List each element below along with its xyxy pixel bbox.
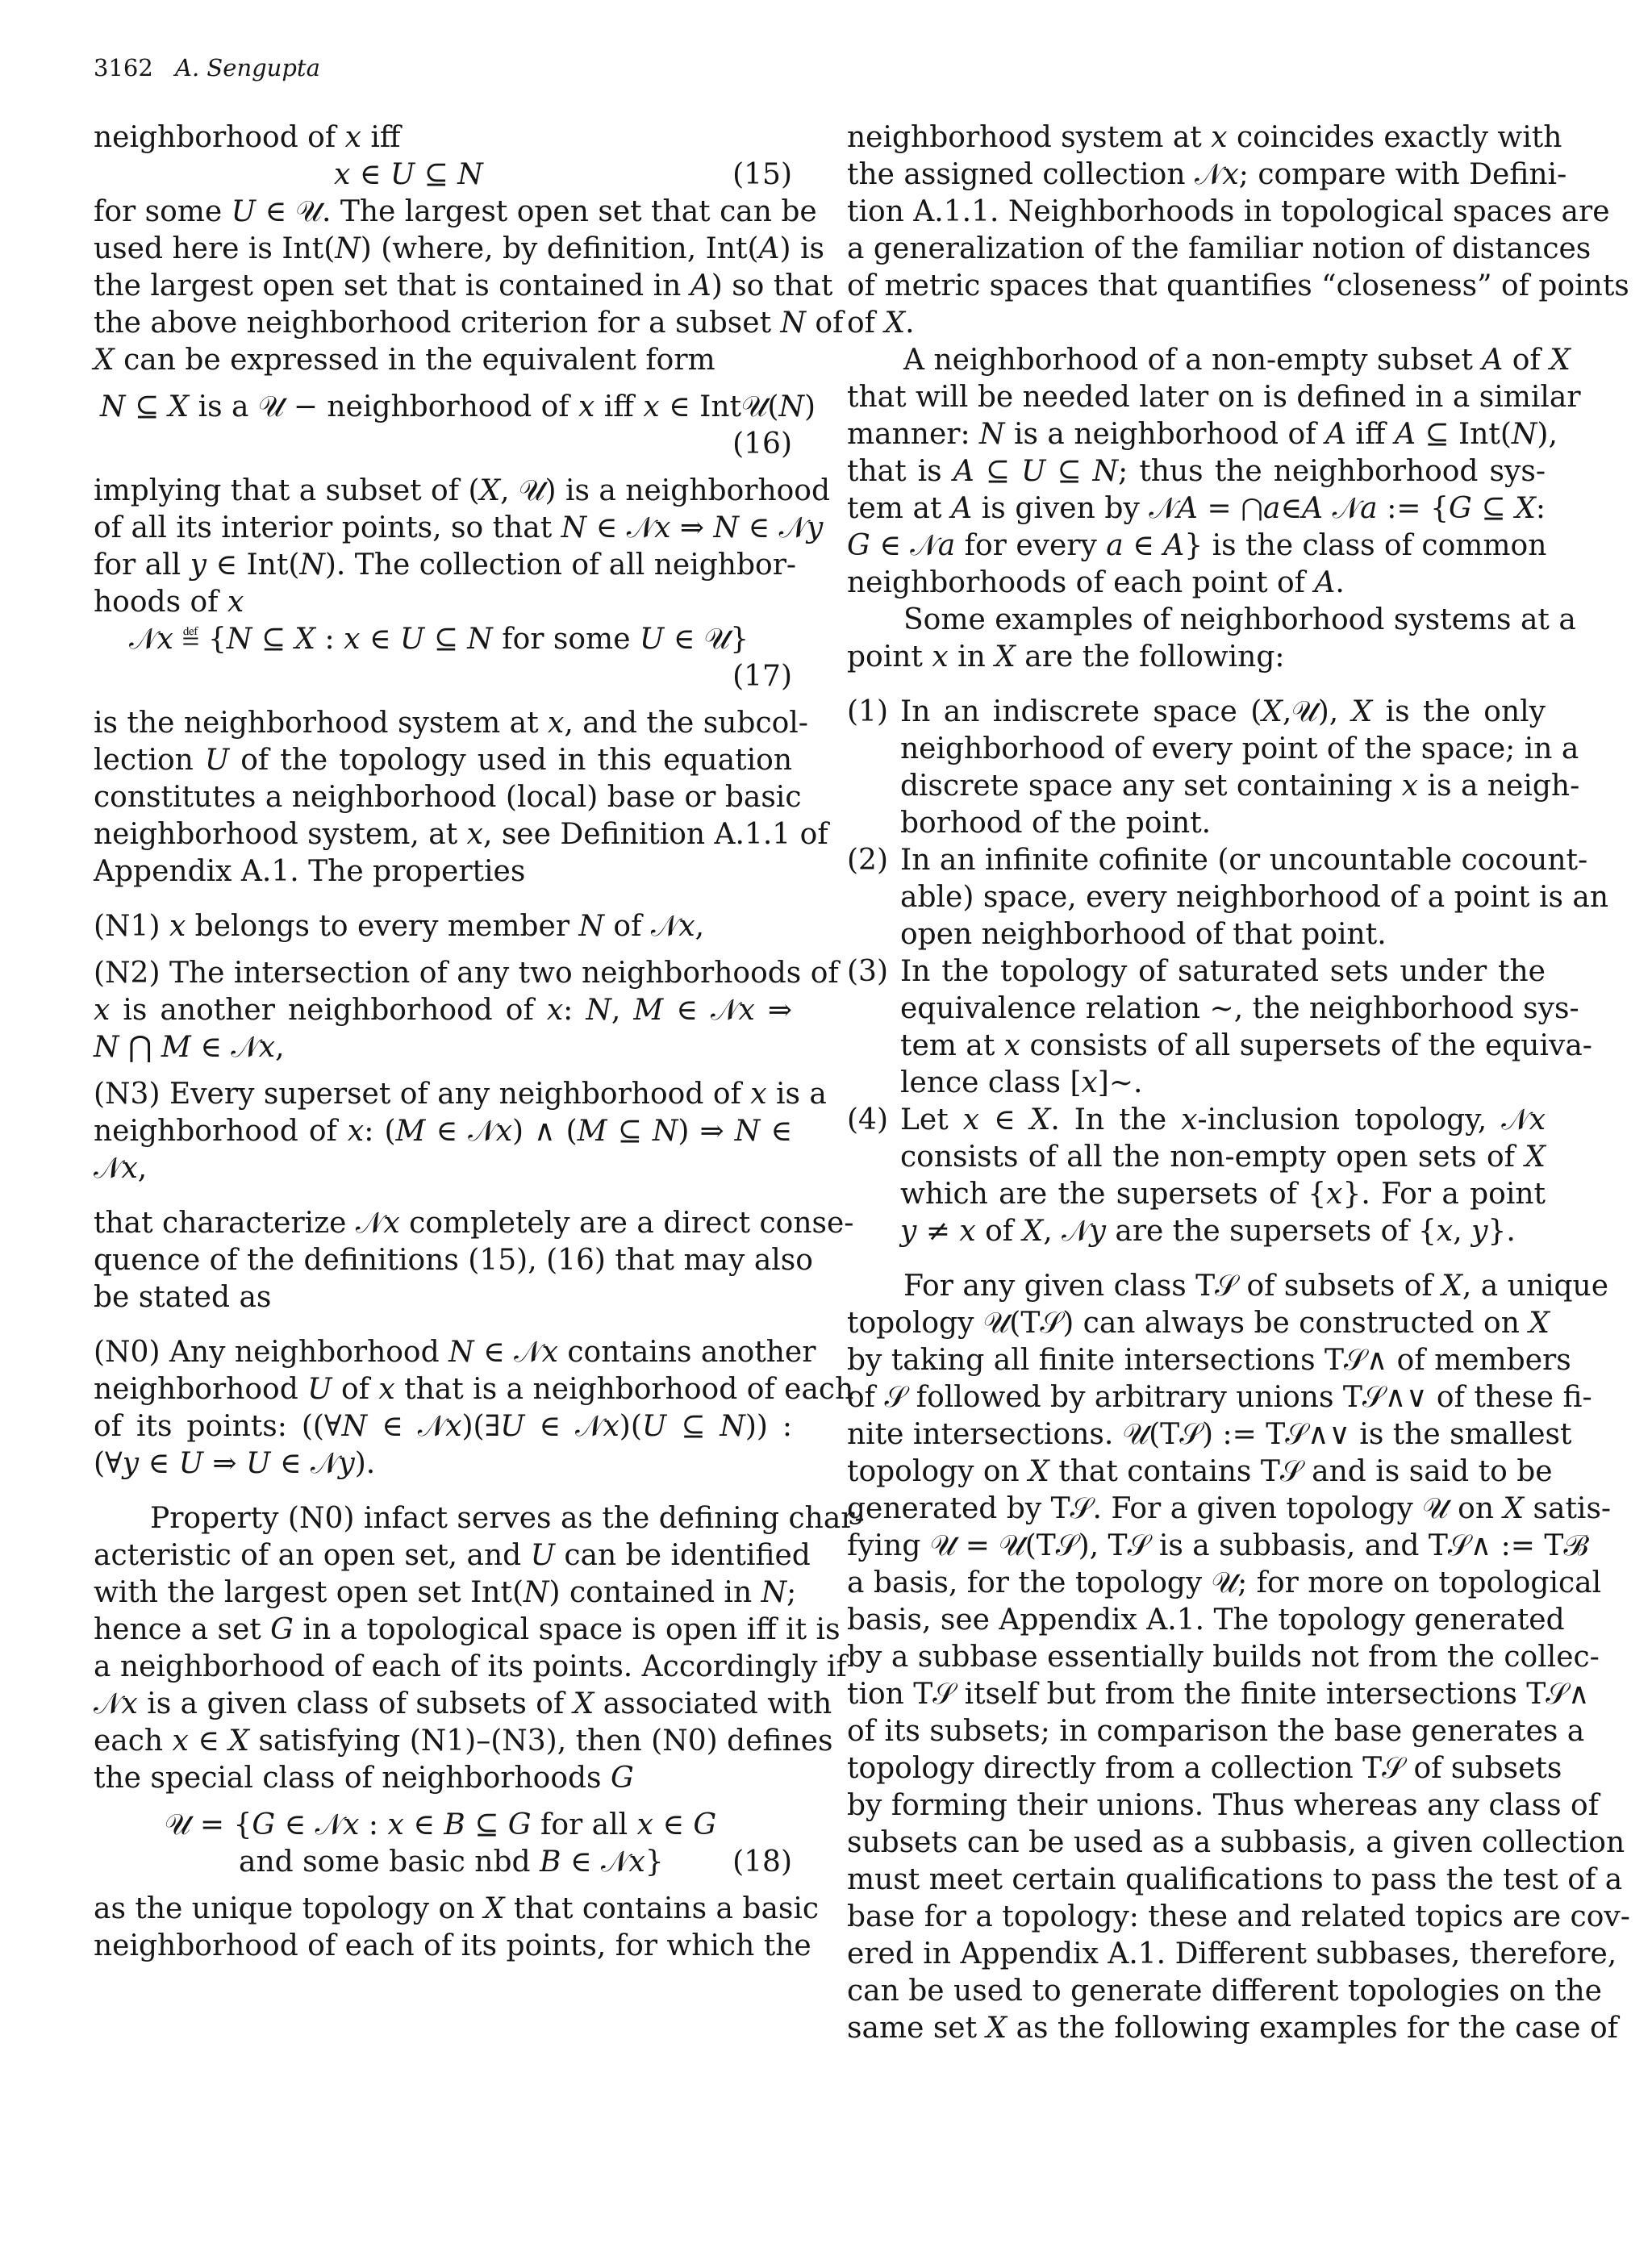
text-line: nite intersections. 𝒰(T𝒮) := T𝒮∧∨ is the smallest bbox=[847, 1418, 1572, 1451]
text-line: Some examples of neighborhood systems at a bbox=[903, 603, 1576, 636]
text-line: Let 𝑥 ∈ 𝑋. In the 𝑥-inclusion topology, 𝒩𝑥 bbox=[900, 1103, 1546, 1136]
text-line: tion T𝒮 itself but from the finite intersections T𝒮∧ bbox=[847, 1678, 1590, 1711]
text-line: as the unique topology on 𝑋 that contains a basic bbox=[94, 1892, 820, 1925]
text-line: neighborhood of 𝑥: (𝑀 ∈ 𝒩𝑥) ∧ (𝑀 ⊆ 𝑁) ⇒ 𝑁 ∈ bbox=[94, 1115, 792, 1148]
text-line: must meet certain qualifications to pass the test of a bbox=[847, 1863, 1623, 1896]
text-line: of 𝒮 followed by arbitrary unions T𝒮∧∨ of these fi- bbox=[847, 1381, 1592, 1414]
equation-body: 𝑥 ∈ 𝑈 ⊆ 𝑁 bbox=[334, 158, 483, 191]
paragraph bbox=[94, 194, 844, 379]
left-column bbox=[94, 119, 865, 1965]
text-line: lection 𝑈 of the topology used in this equation bbox=[94, 744, 792, 777]
text-line: is the neighborhood system at 𝑥, and the subcol- bbox=[94, 707, 808, 740]
equation-number: (15) bbox=[732, 158, 792, 191]
equation-body: 𝑁 ⊆ 𝑋 is a 𝒰 − neighborhood of 𝑥 iff 𝑥 ∈ Int𝒰(𝑁) bbox=[100, 390, 816, 423]
text-line: able) space, every neighborhood of a point is an bbox=[900, 881, 1609, 914]
property-n3 bbox=[94, 1076, 827, 1187]
text-line: implying that a subset of (𝑋, 𝒰) is a neighborhood bbox=[94, 474, 831, 507]
text-line: with the largest open set Int(𝑁) contained in 𝑁; bbox=[94, 1576, 797, 1609]
text-line: (N0) Any neighborhood 𝑁 ∈ 𝒩𝑥 contains another bbox=[94, 1336, 816, 1369]
text-line: point 𝑥 in 𝑋 are the following: bbox=[847, 640, 1285, 674]
list-item-label: (4) bbox=[847, 1103, 888, 1136]
text-line: fying 𝒰 = 𝒰(T𝒮), T𝒮 is a subbasis, and T𝒮∧ := Tℬ bbox=[847, 1529, 1588, 1562]
text-line: by taking all finite intersections T𝒮∧ of members bbox=[847, 1344, 1571, 1377]
text-line: 𝑁 ⋂ 𝑀 ∈ 𝒩𝑥, bbox=[94, 1031, 285, 1064]
equation-body: 𝒩𝑥 ≝ {𝑁 ⊆ 𝑋 : 𝑥 ∈ 𝑈 ⊆ 𝑁 for some 𝑈 ∈ 𝒰} bbox=[129, 623, 749, 656]
text-line: borhood of the point. bbox=[900, 807, 1212, 840]
paragraph bbox=[94, 473, 831, 621]
text-line: 𝐺 ∈ 𝒩𝑎 for every 𝑎 ∈ 𝐴} is the class of common bbox=[847, 529, 1547, 562]
paragraph bbox=[94, 1500, 865, 1797]
list-item-label: (1) bbox=[847, 695, 888, 728]
property-n0 bbox=[94, 1334, 854, 1483]
text-line: consists of all the non-empty open sets of 𝑋 bbox=[900, 1141, 1546, 1174]
text-line: neighborhood 𝑈 of 𝑥 that is a neighborhood of each bbox=[94, 1373, 854, 1406]
text-line: each 𝑥 ∈ 𝑋 satisfying (N1)–(N3), then (N0) defines bbox=[94, 1724, 833, 1758]
text-line: For any given class T𝒮 of subsets of 𝑋, a unique bbox=[903, 1270, 1609, 1303]
text-line: In an indiscrete space (𝑋,𝒰), 𝑋 is the only bbox=[900, 695, 1546, 728]
text-line: the above neighborhood criterion for a subset 𝑁 of bbox=[94, 307, 844, 340]
text-line: hoods of 𝑥 bbox=[94, 586, 244, 619]
text-line: 𝑥 is another neighborhood of 𝑥: 𝑁, 𝑀 ∈ 𝒩𝑥 ⇒ bbox=[94, 994, 792, 1027]
equation-number: (16) bbox=[732, 427, 792, 461]
text-line: a generalization of the familiar notion of distances bbox=[847, 232, 1592, 265]
list-item bbox=[847, 1102, 1546, 1250]
paragraph bbox=[94, 705, 828, 890]
text-line: that will be needed later on is defined in a similar bbox=[847, 381, 1581, 414]
equation-17 bbox=[94, 621, 792, 658]
text-line: by forming their unions. Thus whereas any class of bbox=[847, 1789, 1600, 1822]
text-line: topology directly from a collection T𝒮 of subsets bbox=[847, 1752, 1562, 1785]
text-line: that characterize 𝒩𝑥 completely are a direct conse- bbox=[94, 1207, 854, 1240]
running-author: A. Sengupta bbox=[175, 54, 320, 81]
list-item-label: (2) bbox=[847, 844, 888, 877]
text-line: Property (N0) infact serves as the defining char- bbox=[150, 1502, 865, 1535]
text-line: the largest open set that is contained in 𝐴) so that bbox=[94, 269, 833, 302]
text-line: base for a topology: these and related topics are cov- bbox=[847, 1900, 1630, 1933]
text-line: topology 𝒰(T𝒮) can always be constructed on 𝑋 bbox=[847, 1307, 1550, 1340]
list-item bbox=[847, 694, 1580, 842]
text-line: by a subbase essentially builds not from the collec- bbox=[847, 1641, 1600, 1674]
text-line: tion A.1.1. Neighborhoods in topological spaces are bbox=[847, 195, 1610, 228]
paragraph bbox=[847, 602, 1576, 676]
text-line: (∀𝑦 ∈ 𝑈 ⇒ 𝑈 ∈ 𝒩𝑦). bbox=[94, 1447, 376, 1480]
text-line: of 𝑋. bbox=[847, 307, 915, 340]
text-line: neighborhood system, at 𝑥, see Definition A.1.1 of bbox=[94, 818, 828, 851]
text-line: a basis, for the topology 𝒰; for more on topological bbox=[847, 1566, 1602, 1599]
list-item-label: (3) bbox=[847, 955, 888, 988]
text-line: basis, see Appendix A.1. The topology generated bbox=[847, 1604, 1565, 1637]
text-line: of metric spaces that quantifies “closeness” of points bbox=[847, 269, 1629, 302]
text-line: equivalence relation ∼, the neighborhood sys- bbox=[900, 992, 1579, 1025]
text-line: 𝑦 ≠ 𝑥 of 𝑋, 𝒩𝑦 are the supersets of {𝑥, 𝑦}. bbox=[900, 1215, 1516, 1248]
text-line: tem at 𝐴 is given by 𝒩𝐴 = ⋂𝑎∈𝐴 𝒩𝑎 := {𝐺 ⊆ 𝑋: bbox=[847, 492, 1546, 525]
text-line: neighborhood of every point of the space; in a bbox=[900, 732, 1579, 765]
text-line: neighborhood of each of its points, for which the bbox=[94, 1929, 811, 1962]
text-line: be stated as bbox=[94, 1281, 272, 1314]
text-line: lence class [𝑥]∼. bbox=[900, 1066, 1143, 1099]
text-line: In an infinite cofinite (or uncountable cocount- bbox=[900, 844, 1588, 877]
text-line: (N3) Every superset of any neighborhood of 𝑥 is a bbox=[94, 1078, 827, 1111]
paragraph bbox=[94, 1891, 820, 1965]
paragraph bbox=[847, 1268, 1630, 2047]
equation-16 bbox=[94, 389, 816, 426]
property-n2 bbox=[94, 955, 839, 1066]
equation-18-line1 bbox=[94, 1807, 792, 1844]
text-line: discrete space any set containing 𝑥 is a neigh- bbox=[900, 769, 1580, 803]
running-header bbox=[94, 53, 320, 82]
text-line: hence a set 𝐺 in a topological space is open iff it is bbox=[94, 1613, 841, 1646]
equation-18-line2 bbox=[94, 1844, 792, 1881]
text-line: tem at 𝑥 consists of all supersets of the equiva- bbox=[900, 1029, 1592, 1062]
text-line: a neighborhood of each of its points. Accordingly if bbox=[94, 1650, 847, 1683]
paragraph bbox=[847, 119, 1629, 342]
text-line: Appendix A.1. The properties bbox=[94, 855, 526, 888]
equation-15 bbox=[94, 156, 792, 194]
equation-number: (17) bbox=[732, 660, 792, 693]
list-item bbox=[847, 953, 1592, 1102]
text-line: acteristic of an open set, and 𝑈 can be identified bbox=[94, 1539, 811, 1572]
text-line: In the topology of saturated sets under the bbox=[900, 955, 1546, 988]
text-line: of all its interior points, so that 𝑁 ∈ 𝒩𝑥 ⇒ 𝑁 ∈ 𝒩𝑦 bbox=[94, 511, 824, 544]
text-line: generated by T𝒮. For a given topology 𝒰 on 𝑋 satis- bbox=[847, 1492, 1612, 1525]
text-line: used here is Int(𝑁) (where, by definition, Int(𝐴) is bbox=[94, 232, 824, 265]
text-line: which are the supersets of {𝑥}. For a point bbox=[900, 1178, 1546, 1211]
equation-number: (18) bbox=[732, 1845, 792, 1879]
text-line: the special class of neighborhoods 𝐺 bbox=[94, 1762, 634, 1795]
equation-body: and some basic nbd 𝐵 ∈ 𝒩𝑥} bbox=[239, 1845, 664, 1879]
page-number: 3162 bbox=[94, 54, 153, 81]
text-line: quence of the definitions (15), (16) that may also bbox=[94, 1244, 813, 1277]
equation-body: 𝒰 = {𝐺 ∈ 𝒩𝑥 : 𝑥 ∈ 𝐵 ⊆ 𝐺 for all 𝑥 ∈ 𝐺 bbox=[165, 1808, 717, 1841]
text-line: neighborhood of 𝑥 iff bbox=[94, 121, 401, 154]
right-column bbox=[847, 119, 1630, 2047]
text-line: same set 𝑋 as the following examples for the case of bbox=[847, 2012, 1618, 2045]
text-line: subsets can be used as a subbasis, a given collection bbox=[847, 1826, 1625, 1859]
text-line: ered in Appendix A.1. Different subbases, therefore, bbox=[847, 1937, 1617, 1971]
text-line: 𝒩𝑥 is a given class of subsets of 𝑋 associated with bbox=[94, 1687, 832, 1720]
text-line: for some 𝑈 ∈ 𝒰. The largest open set that can be bbox=[94, 195, 817, 228]
text-line: 𝑋 can be expressed in the equivalent form bbox=[94, 344, 715, 377]
text-line: of its subsets; in comparison the base generates a bbox=[847, 1715, 1585, 1748]
text-line: that is 𝐴 ⊆ 𝑈 ⊆ 𝑁; thus the neighborhood sys- bbox=[847, 455, 1546, 488]
text-line: constitutes a neighborhood (local) base or basic bbox=[94, 781, 802, 814]
text-line: of its points: ((∀𝑁 ∈ 𝒩𝑥)(∃𝑈 ∈ 𝒩𝑥)(𝑈 ⊆ 𝑁)) : bbox=[94, 1410, 792, 1443]
text-line: neighborhoods of each point of 𝐴. bbox=[847, 566, 1345, 599]
text-line: for all 𝑦 ∈ Int(𝑁). The collection of all neighbor- bbox=[94, 548, 797, 582]
text-line: the assigned collection 𝒩𝑥; compare with Defini- bbox=[847, 158, 1567, 191]
paragraph bbox=[94, 1205, 854, 1316]
text-line: 𝒩𝑥, bbox=[94, 1152, 148, 1185]
text-line: neighborhood system at 𝑥 coincides exactly with bbox=[847, 121, 1562, 154]
text-line: can be used to generate different topologies on the bbox=[847, 1975, 1602, 2008]
text-line: A neighborhood of a non-empty subset 𝐴 of 𝑋 bbox=[903, 344, 1571, 377]
property-n1: (N1) 𝑥 belongs to every member 𝑁 of 𝒩𝑥, bbox=[94, 910, 705, 943]
list-item bbox=[847, 842, 1609, 953]
text-line: (N2) The intersection of any two neighborhoods of bbox=[94, 957, 839, 990]
text-line: topology on 𝑋 that contains T𝒮 and is said to be bbox=[847, 1455, 1553, 1488]
paragraph bbox=[847, 342, 1581, 602]
text-line: manner: 𝑁 is a neighborhood of 𝐴 iff 𝐴 ⊆ Int(𝑁), bbox=[847, 418, 1558, 451]
text-line: open neighborhood of that point. bbox=[900, 918, 1387, 951]
